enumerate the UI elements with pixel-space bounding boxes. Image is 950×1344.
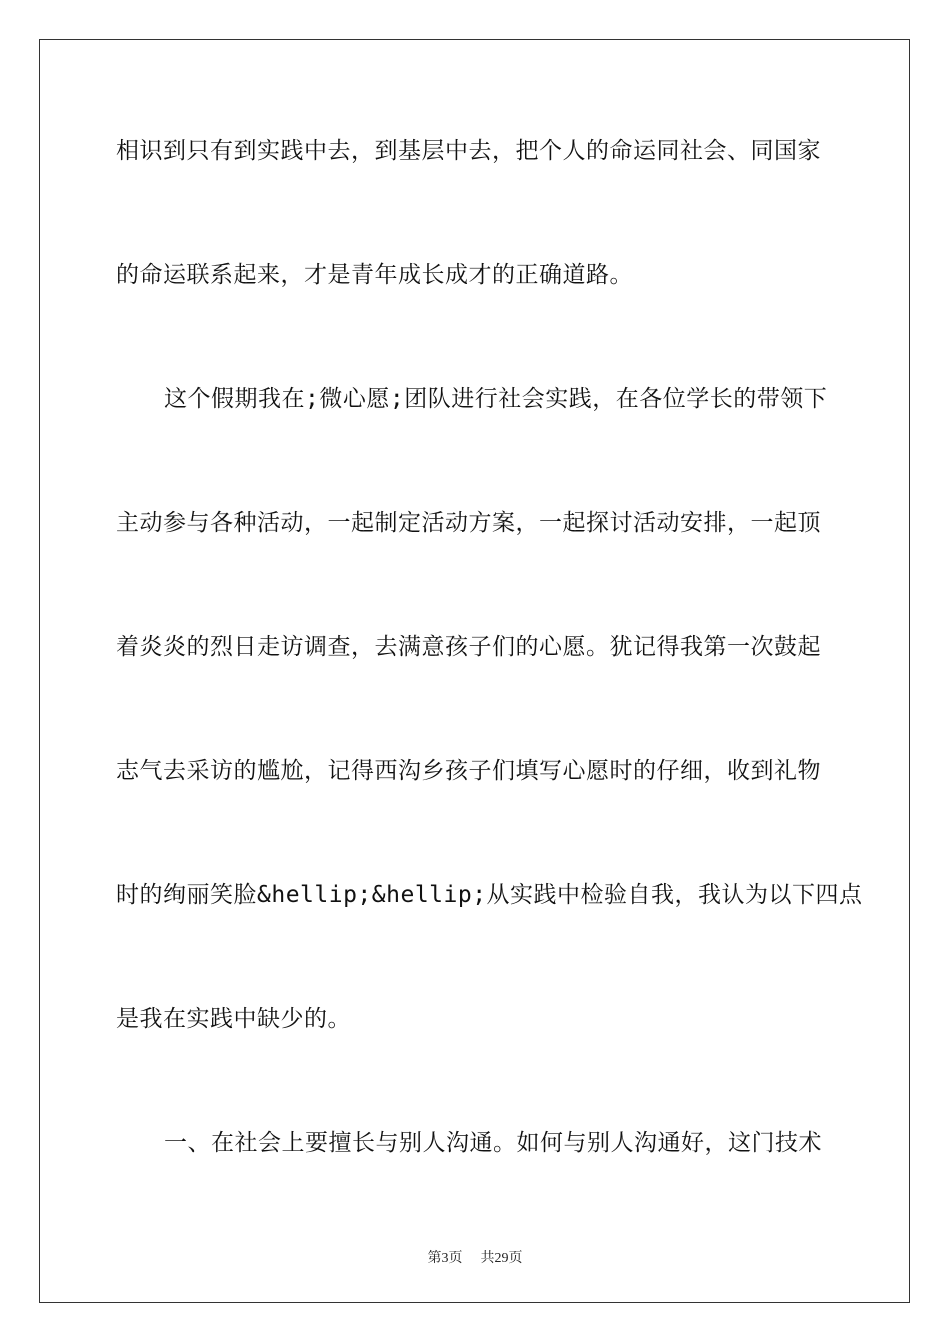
- page-number: 第3页: [427, 1251, 463, 1266]
- paragraph-2-line-4: 志气去采访的尴尬，记得西沟乡孩子们填写心愿时的仔细，收到礼物: [116, 758, 821, 784]
- paragraph-2-line-5: 时的绚丽笑脸&hellip;&hellip;从实践中检验自我，我认为以下四点: [116, 882, 863, 908]
- page-footer: [0, 1247, 950, 1267]
- page-total: 共29页: [480, 1251, 523, 1266]
- body-line-1: 相识到只有到实践中去，到基层中去，把个人的命运同社会、同国家: [116, 138, 821, 164]
- body-line-2: 的命运联系起来，才是青年成长成才的正确道路。: [116, 262, 633, 288]
- page-border: [39, 39, 910, 1303]
- paragraph-3-line-1: 一、在社会上要擅长与别人沟通。如何与别人沟通好，这门技术: [164, 1130, 822, 1156]
- paragraph-2-line-6: 是我在实践中缺少的。: [116, 1006, 351, 1032]
- paragraph-2-line-1: 这个假期我在;微心愿;团队进行社会实践，在各位学长的带领下: [164, 386, 828, 412]
- paragraph-2-line-2: 主动参与各种活动，一起制定活动方案，一起探讨活动安排，一起顶: [116, 510, 821, 536]
- paragraph-2-line-3: 着炎炎的烈日走访调查，去满意孩子们的心愿。犹记得我第一次鼓起: [116, 634, 821, 660]
